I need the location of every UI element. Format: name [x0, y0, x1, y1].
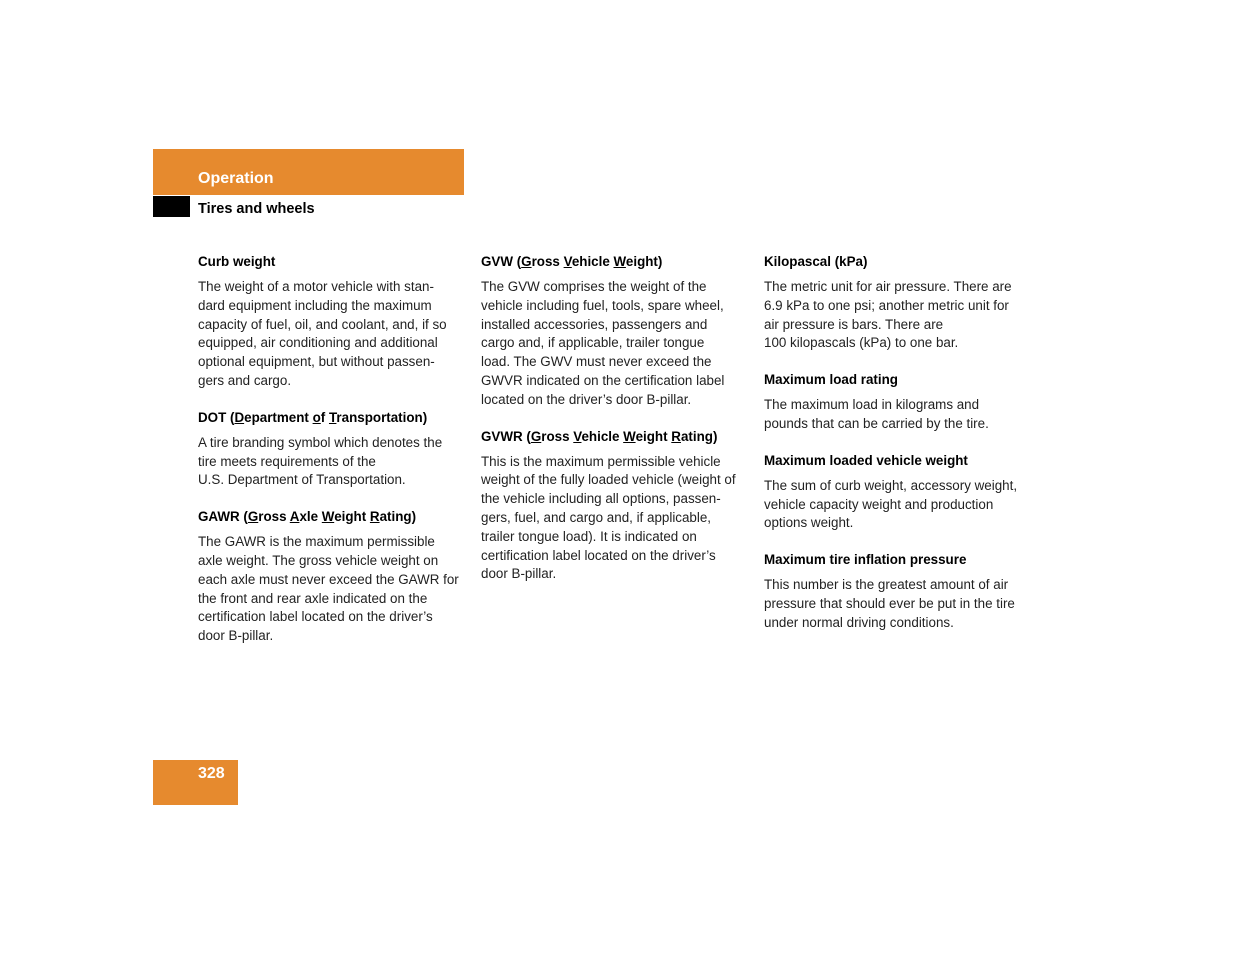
- glossary-term: [198, 409, 463, 427]
- definition-line: installed accessories, passengers and: [481, 316, 708, 332]
- glossary-definition: [198, 278, 463, 391]
- definition-line: vehicle capacity weight and production: [764, 496, 994, 512]
- definition-line: pressure that should ever be put in the tire: [764, 595, 1015, 611]
- term-part: eight: [635, 428, 672, 444]
- term-part: A: [289, 509, 300, 525]
- term-part: eight): [625, 254, 663, 269]
- term-part: G: [247, 509, 259, 525]
- term-part: T: [328, 409, 337, 425]
- definition-line: weight of the fully loaded vehicle (weight of: [481, 472, 736, 488]
- definition-line: air pressure is bars. There are: [764, 316, 944, 332]
- glossary-term: [198, 253, 463, 271]
- definition-line: axle weight. The gross vehicle weight on: [198, 552, 439, 568]
- definition-line: GWVR indicated on the certification label: [481, 372, 725, 388]
- definition-line: located on the driver’s door B-pillar.: [481, 391, 692, 407]
- definition-line: door B-pillar.: [481, 566, 557, 582]
- term-part: eight: [334, 509, 370, 525]
- definition-line: load. The GWV must never exceed the: [481, 354, 712, 370]
- definition-line: equipped, air conditioning and additional: [198, 335, 438, 351]
- definition-line: 100 kilopascals (kPa) to one bar.: [764, 335, 959, 351]
- term-part: Kilopascal (kPa): [764, 254, 868, 269]
- definition-line: dard equipment including the maximum: [198, 297, 432, 313]
- term-part: Maximum tire inflation pressure: [764, 552, 967, 568]
- definition-line: gers, fuel, and cargo and, if applicable,: [481, 509, 712, 525]
- term-part: xle: [299, 509, 322, 525]
- term-part: V: [563, 254, 572, 269]
- term-part: ating): [680, 428, 718, 444]
- glossary-term: [764, 452, 1030, 470]
- definition-line: options weight.: [764, 515, 854, 531]
- definition-line: This is the maximum permissible vehicle: [481, 453, 721, 469]
- subsection-title: Tires and wheels: [198, 201, 315, 217]
- definition-line: U.S. Department of Transportation.: [198, 472, 406, 488]
- definition-line: The weight of a motor vehicle with stan-: [198, 279, 434, 294]
- page-number: 328: [198, 765, 225, 782]
- definition-line: door B-pillar.: [198, 628, 274, 644]
- term-part: R: [671, 428, 681, 444]
- section-tab-marker: [153, 196, 190, 217]
- term-part: ransportation): [336, 409, 428, 425]
- term-part: GVW (: [481, 254, 522, 269]
- term-part: Maximum load rating: [764, 372, 898, 388]
- term-part: ehicle: [581, 428, 624, 444]
- definition-line: each axle must never exceed the GAWR for: [198, 571, 459, 587]
- term-part: GVWR (: [481, 428, 531, 444]
- glossary-term: [764, 551, 1030, 569]
- glossary-definition: [198, 533, 463, 646]
- term-part: ross: [541, 428, 574, 444]
- glossary-definition: [198, 434, 463, 490]
- term-part: DOT (: [198, 409, 235, 425]
- definition-line: The GAWR is the maximum permissible: [198, 534, 435, 550]
- definition-line: tire meets requirements of the: [198, 453, 376, 469]
- term-part: Curb weight: [198, 254, 276, 269]
- glossary-definition: [764, 396, 1030, 434]
- definition-line: under normal driving conditions.: [764, 614, 954, 630]
- glossary-definition: [764, 576, 1030, 632]
- definition-line: optional equipment, but without passen-: [198, 354, 435, 370]
- term-part: epartment: [244, 409, 313, 425]
- definition-line: gers and cargo.: [198, 372, 292, 388]
- definition-line: vehicle including fuel, tools, spare wheel,: [481, 297, 724, 313]
- glossary-definition: [481, 453, 747, 585]
- glossary-definition: [764, 278, 1030, 353]
- term-part: G: [530, 428, 542, 444]
- definition-line: The sum of curb weight, accessory weight,: [764, 477, 1018, 493]
- term-part: D: [234, 409, 245, 425]
- glossary-definition: [764, 477, 1030, 533]
- term-part: Maximum loaded vehicle weight: [764, 452, 968, 468]
- term-part: W: [623, 428, 636, 444]
- term-part: f: [320, 409, 329, 425]
- definition-line: cargo and, if applicable, trailer tongue: [481, 335, 705, 351]
- definition-line: the vehicle including all options, passen-: [481, 491, 721, 507]
- definition-line: The metric unit for air pressure. There are: [764, 279, 1012, 294]
- definition-line: This number is the greatest amount of air: [764, 577, 1009, 593]
- definition-line: certification label located on the driver’s: [481, 547, 716, 563]
- glossary-definition: [481, 278, 747, 410]
- glossary-term: [764, 371, 1030, 389]
- term-part: G: [521, 254, 532, 269]
- glossary-term: [481, 428, 747, 446]
- term-part: ross: [258, 509, 290, 525]
- glossary-term: [198, 508, 463, 526]
- term-part: W: [321, 509, 335, 525]
- term-part: ross: [531, 254, 564, 269]
- definition-line: pounds that can be carried by the tire.: [764, 415, 989, 431]
- definition-line: The maximum load in kilograms and: [764, 397, 980, 413]
- term-part: ehicle: [571, 254, 614, 269]
- definition-line: trailer tongue load). It is indicated on: [481, 528, 697, 544]
- section-title: Operation: [198, 170, 274, 187]
- definition-line: 6.9 kPa to one psi; another metric unit for: [764, 297, 1009, 313]
- definition-line: The GVW comprises the weight of the: [481, 279, 707, 294]
- term-part: R: [369, 509, 380, 525]
- column-middle: [481, 253, 747, 602]
- term-part: GAWR (: [198, 509, 248, 525]
- column-left: [198, 253, 463, 664]
- term-part: o: [312, 409, 321, 425]
- term-part: ating): [379, 509, 417, 525]
- definition-line: A tire branding symbol which denotes the: [198, 434, 443, 450]
- column-right: [764, 253, 1030, 651]
- definition-line: the front and rear axle indicated on the: [198, 590, 428, 606]
- term-part: W: [613, 254, 626, 269]
- glossary-term: [481, 253, 747, 271]
- term-part: V: [573, 428, 582, 444]
- definition-line: certification label located on the driver’s: [198, 609, 433, 625]
- definition-line: capacity of fuel, oil, and coolant, and, if so: [198, 316, 447, 332]
- glossary-term: [764, 253, 1030, 271]
